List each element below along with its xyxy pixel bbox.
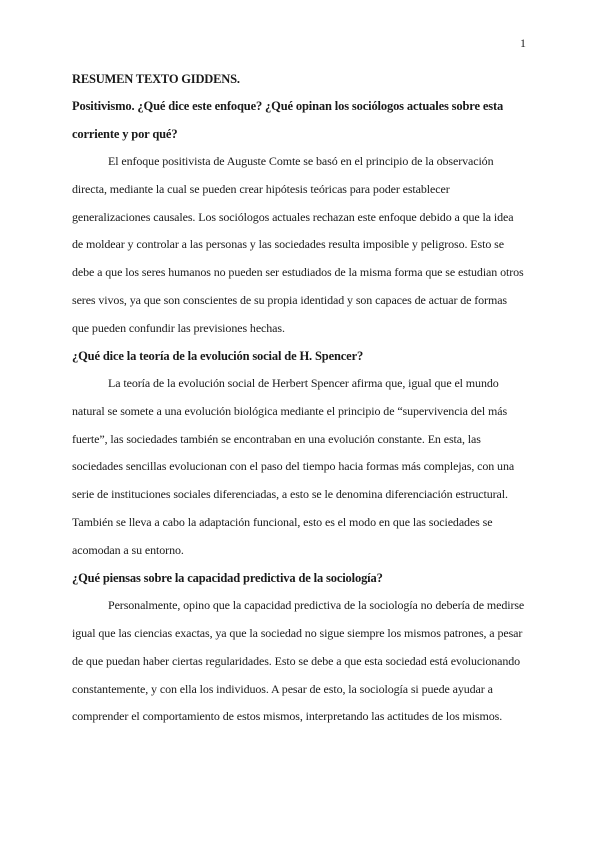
section-paragraph: La teoría de la evolución social de Herbert Spencer afirma que, igual que el mundo natural se somete a una evolución biológica mediante el principio de “supervivencia del más fuerte”, las sociedades también se encontraban en una evolución constante. En esta, las sociedades sencillas evolucionan con el paso del tiempo hacia formas más complejas, con una serie de instituciones sociales diferenciadas, a esto se le denomina diferenciación estructural. También se lleva a cabo la adaptación funcional, esto es el modo en que las sociedades se acomodan a su entorno. [72, 376, 515, 557]
section-spencer [72, 343, 526, 565]
section-positivism [72, 93, 526, 343]
section-paragraph: El enfoque positivista de Auguste Comte se basó en el principio de la observación directa, mediante la cual se pueden crear hipótesis teóricas para poder establecer generalizaciones causales. Los sociólogos actuales rechazan este enfoque debido a que la idea de moldear y controlar a las personas y las sociedades resulta imposible y peligroso. Esto se debe a que los seres humanos no pueden ser estudiados de la misma forma que se estudian otros seres vivos, ya que son conscientes de su propia identidad y son capaces de actuar de formas que pueden confundir las previsiones hechas. [72, 154, 524, 335]
section-heading: Positivismo. ¿Qué dice este enfoque? ¿Qué opinan los sociólogos actuales sobre esta corriente y por qué? [72, 99, 504, 141]
section-heading: ¿Qué piensas sobre la capacidad predictiva de la sociología? [72, 570, 383, 585]
document-body [72, 66, 526, 731]
document-title: RESUMEN TEXTO GIDDENS. [72, 72, 240, 86]
section-paragraph: Personalmente, opino que la capacidad predictiva de la sociología no debería de medirse igual que las ciencias exactas, ya que la sociedad no sigue siempre los mismos patrones, a pesar de que puedan haber ciertas regularidades. Esto se debe a que esta sociedad está evolucionando constantemente, y con ella los individuos. A pesar de esto, la sociología si puede ayudar a comprender el comportamiento de estos mismos, interpretando las actitudes de los mismos. [72, 598, 525, 724]
section-heading: ¿Qué dice la teoría de la evolución social de H. Spencer? [72, 348, 364, 363]
page-number: 1 [520, 36, 526, 50]
section-predictive-capacity [72, 565, 526, 731]
